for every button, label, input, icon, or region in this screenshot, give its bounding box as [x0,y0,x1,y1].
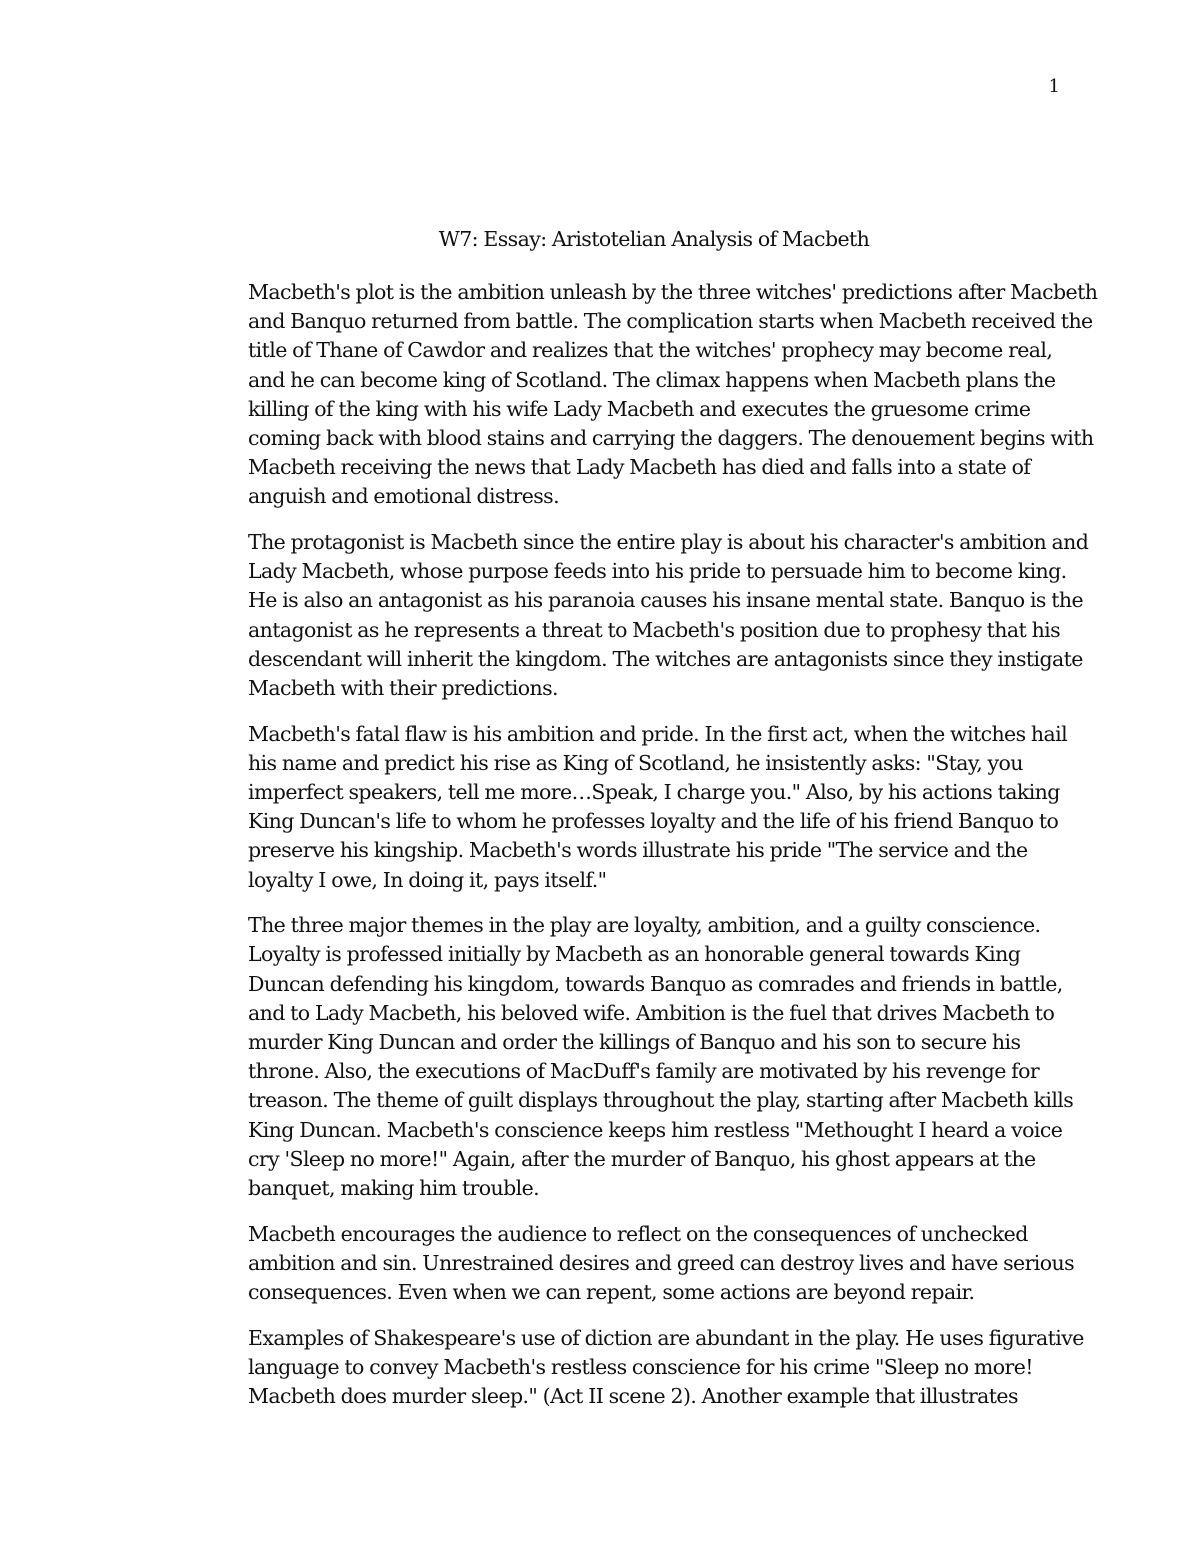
text-line: Macbeth encourages the audience to reflect on the consequences of unchecked [248,1221,1028,1246]
text-line: and Banquo returned from battle. The complication starts when Macbeth received the [248,309,1093,334]
text-line: Lady Macbeth, whose purpose feeds into his pride to persuade him to become king. [248,559,1067,584]
text-line: The protagonist is Macbeth since the entire play is about his character's ambition and [248,530,1089,554]
text-line: banquet, making him trouble. [248,1175,540,1200]
text-line: cry 'Sleep no more!" Again, after the murder of Banquo, his ghost appears at the [248,1146,1036,1171]
text-line: treason. The theme of guilt displays throughout the play, starting after Macbeth kills [248,1088,1074,1113]
text-line: imperfect speakers, tell me more…Speak, I charge you." Also, by his actions taking [248,780,1060,804]
text-line: and he can become king of Scotland. The climax happens when Macbeth plans the [248,367,1056,392]
text-line: coming back with blood stains and carrying the daggers. The denouement begins with [248,425,1094,450]
paragraph-4 [248,911,1074,1203]
text-line: preserve his kingship. Macbeth's words illustrate his pride "The service and the [248,838,1028,863]
text-line: Macbeth receiving the news that Lady Macbeth has died and falls into a state of [248,455,1031,480]
text-line: language to convey Macbeth's restless conscience for his crime "Sleep no more! [248,1354,1033,1379]
text-line: Macbeth with their predictions. [248,675,558,700]
text-line: loyalty I owe, In doing it, pays itself." [248,867,607,892]
text-line: Macbeth's fatal flaw is his ambition and pride. In the first act, when the witches hail [248,721,1068,746]
text-line: King Duncan's life to whom he professes loyalty and the life of his friend Banquo to [248,809,1059,834]
text-line: antagonist as he represents a threat to Macbeth's position due to prophesy that his [248,617,1061,642]
text-line: throne. Also, the executions of MacDuff's family are motivated by his revenge for [248,1059,1040,1084]
text-line: Duncan defending his kingdom, towards Banquo as comrades and friends in battle, [248,971,1063,996]
page-number: 1 [1048,76,1060,97]
paragraph-6 [248,1324,1084,1412]
essay-body [248,278,1098,1428]
text-line: title of Thane of Cawdor and realizes that the witches' prophecy may become real, [248,338,1053,363]
text-line: descendant will inherit the kingdom. The witches are antagonists since they instigate [248,646,1083,671]
text-line: anguish and emotional distress. [248,484,559,509]
essay-title: W7: Essay: Aristotelian Analysis of Macbeth [438,227,870,251]
text-line: Examples of Shakespeare's use of diction are abundant in the play. He uses figurative [248,1325,1084,1350]
text-line: his name and predict his rise as King of Scotland, he insistently asks: "Stay, you [248,750,1023,775]
text-line: killing of the king with his wife Lady Macbeth and executes the gruesome crime [248,396,1031,421]
text-line: Macbeth does murder sleep." (Act II scene 2). Another example that illustrates [248,1384,1018,1409]
text-line: King Duncan. Macbeth's conscience keeps him restless "Methought I heard a voice [248,1117,1063,1142]
paragraph-1 [248,278,1098,512]
paragraph-2 [248,528,1089,703]
paragraph-3 [248,720,1068,895]
text-line: Macbeth's plot is the ambition unleash by the three witches' predictions after Macbeth [248,280,1098,304]
text-line: The three major themes in the play are loyalty, ambition, and a guilty conscience. [248,913,1041,938]
text-line: and to Lady Macbeth, his beloved wife. Ambition is the fuel that drives Macbeth to [248,1000,1055,1025]
text-line: consequences. Even when we can repent, some actions are beyond repair. [248,1280,975,1304]
text-line: murder King Duncan and order the killings of Banquo and his son to secure his [248,1030,1021,1054]
text-line: ambition and sin. Unrestrained desires and greed can destroy lives and have serious [248,1250,1075,1275]
text-line: He is also an antagonist as his paranoia causes his insane mental state. Banquo is the [248,588,1084,613]
text-line: Loyalty is professed initially by Macbeth as an honorable general towards King [248,942,1021,967]
paragraph-5 [248,1220,1075,1308]
